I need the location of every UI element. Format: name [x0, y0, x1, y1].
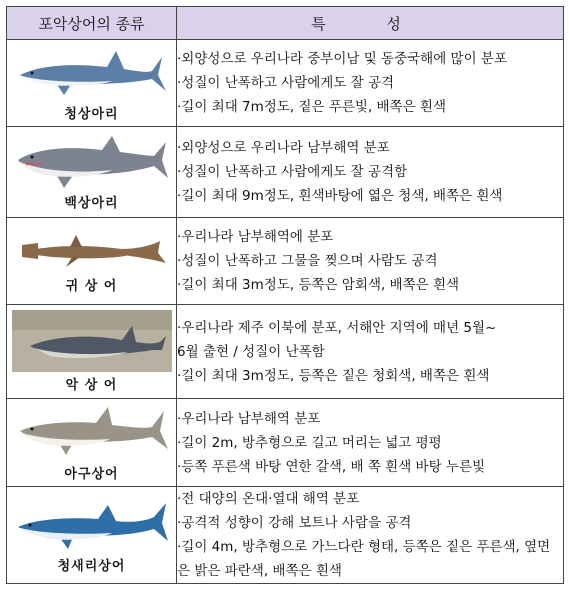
header-characteristics: 특 성 [177, 7, 564, 40]
table-row [7, 399, 564, 487]
characteristics-cell [177, 399, 564, 487]
header-row [7, 7, 564, 40]
spinner-shark-image [12, 403, 172, 461]
species-name: 청새리상어 [57, 558, 126, 574]
characteristic-line: ·전 대양의 온대·열대 해역 분포 [177, 491, 360, 507]
characteristics-cell [177, 40, 564, 127]
characteristic-line: 6월 출현 / 성질이 난폭함 [177, 343, 325, 360]
characteristic-line: ·성질이 난폭하고 그물을 찢으며 사람도 공격 [177, 253, 438, 269]
species-name: 청상아리 [64, 106, 119, 122]
table-row [7, 487, 564, 584]
characteristics-cell [177, 127, 564, 218]
characteristic-line: ·우리나라 남부해역 분포 [177, 410, 321, 427]
species-cell [7, 218, 177, 305]
salmon-shark-photo [12, 310, 172, 372]
great-white-shark-image [12, 134, 172, 190]
hammerhead-shark-image [12, 229, 172, 273]
characteristic-line: ·성질이 난폭하고 사람에게도 잘 공격함 [177, 164, 408, 180]
species-cell [7, 399, 177, 487]
species-cell [7, 305, 177, 399]
table-row [7, 127, 564, 218]
characteristic-line: ·길이 2m, 방추형으로 길고 머리는 넓고 평평 [177, 434, 442, 451]
species-cell [7, 40, 177, 127]
characteristic-line: ·우리나라 남부해역에 분포 [177, 229, 334, 245]
characteristic-line: ·등쪽 푸른색 바탕 연한 갈색, 배 쪽 흰색 바탕 누른빛 [177, 458, 486, 475]
characteristic-line: ·우리나라 제주 이북에 분포, 서해안 지역에 매년 5월~ [177, 319, 497, 336]
characteristic-line: ·길이 최대 9m정도, 흰색바탕에 엷은 청색, 배쪽은 흰색 [177, 188, 503, 204]
species-cell [7, 127, 177, 218]
characteristic-line: ·길이 최대 3m정도, 등쪽은 암회색, 배쪽은 흰색 [177, 277, 460, 293]
species-name: 귀 상 어 [65, 278, 118, 294]
species-name: 아구상어 [64, 467, 119, 482]
characteristic-line: ·길이 최대 3m정도, 등쪽은 짙은 청회색, 배쪽은 흰색 [177, 367, 490, 384]
table-row [7, 305, 564, 399]
species-cell [7, 487, 177, 584]
characteristic-line: ·공격적 성향이 강해 보트나 사람을 공격 [177, 515, 412, 531]
table-row [7, 40, 564, 127]
species-name: 악 상 어 [65, 378, 118, 393]
blue-shark-image [12, 497, 172, 553]
shark-table [6, 6, 564, 584]
characteristic-line: ·성질이 난폭하고 사람에게도 잘 공격 [177, 75, 395, 91]
mako-shark-image [12, 45, 172, 101]
table-row [7, 218, 564, 305]
header-species: 포악상어의 종류 [7, 7, 177, 40]
characteristics-cell [177, 218, 564, 305]
characteristics-cell [177, 487, 564, 584]
characteristic-line: ·길이 4m, 방추형으로 가느다란 형태, 등쪽은 짙은 푸른색, 옆면은 밝은 파란색, 배쪽은 흰색 [177, 539, 551, 579]
characteristic-line: ·외양성으로 우리나라 남부해역 분포 [177, 140, 390, 156]
characteristic-line: ·외양성으로 우리나라 중부이남 및 동중국해에 많이 분포 [177, 51, 507, 67]
species-name: 백상아리 [64, 195, 119, 211]
characteristic-line: ·길이 최대 7m정도, 짙은 푸른빛, 배쪽은 흰색 [177, 99, 447, 115]
characteristics-cell [177, 305, 564, 399]
